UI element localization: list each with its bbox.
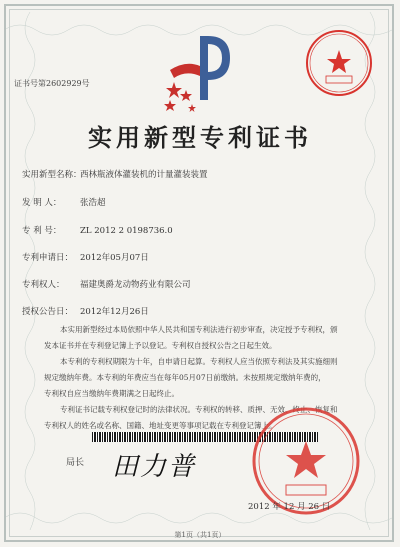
field-grant-date bbox=[22, 305, 149, 317]
director-signature: 田力普 bbox=[112, 452, 197, 482]
certificate-title: 实用新型专利证书 bbox=[88, 123, 312, 152]
field-utility-model-name bbox=[22, 168, 208, 180]
body-line: 专利权人的姓名或名称、国籍、地址变更等事项记载在专利登记簿上。 bbox=[44, 421, 277, 430]
body-line: 本实用新型经过本局依照中华人民共和国专利法进行初步审查，决定授予专利权，颁 bbox=[60, 325, 338, 334]
certificate-number: 证书号第2602929号 bbox=[14, 79, 90, 88]
field-label: 专 利 号： bbox=[22, 226, 62, 236]
field-label: 实用新型名称： bbox=[22, 170, 82, 180]
field-patentee bbox=[22, 278, 191, 290]
field-value: 2012年12月26日 bbox=[80, 307, 149, 317]
body-line: 发本证书并在专利登记簿上予以登记。专利权自授权公告之日起生效。 bbox=[44, 341, 277, 350]
issue-date: 2012 年 12 月 26 日 bbox=[248, 502, 331, 512]
page-footer: 第1页（共1页） bbox=[174, 531, 226, 539]
field-patent-number bbox=[22, 224, 173, 236]
field-label: 专利申请日： bbox=[22, 253, 74, 263]
field-value: 西林瓶液体灌装机的计量灌装装置 bbox=[80, 170, 208, 180]
field-value: 2012年05月07日 bbox=[80, 253, 149, 263]
field-application-date bbox=[22, 251, 149, 263]
field-label: 专利权人： bbox=[22, 280, 65, 290]
field-label: 授权公告日： bbox=[22, 307, 74, 317]
body-line: 专利权自应当缴纳年费期满之日起终止。 bbox=[44, 389, 179, 398]
office-seal-small bbox=[304, 28, 374, 98]
director-label: 局长 bbox=[66, 458, 85, 468]
field-value: ZL 2012 2 0198736.0 bbox=[80, 226, 173, 236]
body-line: 专利证书记载专利权登记时的法律状况。专利权的转移、质押、无效、终止、恢复和 bbox=[60, 405, 338, 414]
field-label: 发 明 人： bbox=[22, 198, 62, 208]
field-inventor bbox=[22, 196, 106, 208]
body-line: 规定缴纳年费。本专利的年费应当在每年05月07日前缴纳。未按照规定缴纳年费的， bbox=[44, 373, 326, 382]
field-value: 福建奥爵龙动物药业有限公司 bbox=[80, 280, 191, 290]
body-line: 本专利的专利权期限为十年，自申请日起算。专利权人应当依照专利法及其实施细则 bbox=[60, 357, 338, 366]
patent-office-logo bbox=[160, 30, 232, 116]
field-value: 张浩超 bbox=[80, 198, 106, 208]
